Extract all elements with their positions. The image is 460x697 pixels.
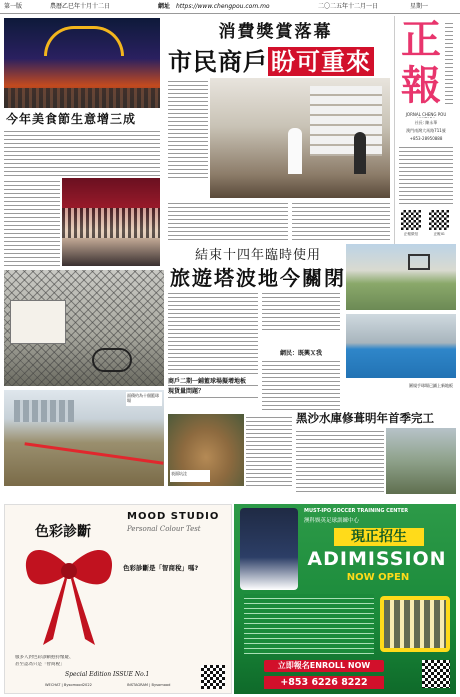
now-open: NOW OPEN [346,572,410,583]
page-label: 第一版 [4,3,23,10]
food-fest-body [4,128,160,176]
masthead-side-text [445,20,453,104]
weekday: 星期一 [410,3,429,10]
lead-headline [168,42,388,74]
shop-photo [210,78,390,198]
masthead-org: 社長: 陳永華 [414,120,438,125]
masthead-info-lines [399,144,453,204]
court-caption: 圓規手球場已鋪上新地板 [408,382,456,404]
masthead-english: JORNAL CHENG POU [405,112,447,117]
enrol-banner-en: ADIMISSION [307,548,447,570]
kids-photo [380,596,450,652]
football-ad-qr-code[interactable] [422,660,450,688]
football-ad[interactable] [234,504,456,694]
tower-subhead-1: 商戶二期一鋪籃球場擬增地板 [168,376,258,384]
lead-headline-part2: 盼可重來 [268,47,374,76]
lead-body-3 [292,200,390,240]
colour-ad-instagram: INSTAGRAM | Bysomood [127,683,171,687]
lead-body-1 [168,78,208,180]
shopper-figure [288,128,302,174]
lead-body-2 [168,200,288,240]
tower-subhead-2: 現貨量問題？ [168,386,258,394]
food-fest-body-2 [4,178,60,268]
distant-buildings [14,400,74,422]
food-fest-headline: 今年美食節生意增三成 [6,112,137,126]
basketball-court-photo [346,244,456,310]
colour-ad-tagline-1: 服多人對色彩診斷抱持懷疑、 [15,655,74,660]
club-name: MUST-IPO SOCCER TRAINING CENTER [304,508,409,514]
tower-body-2 [262,290,340,330]
instagram-qr-code[interactable] [429,210,449,230]
tower-body-4 [246,414,292,486]
warning-tape [24,442,163,464]
water-body-1 [296,428,384,494]
enroll-phone[interactable]: +853 6226 8222 [264,676,384,689]
lead-headline-part1: 市民商戶 [168,47,268,76]
basketball-hoop [408,254,430,270]
handball-court-photo [346,314,456,378]
festival-crowd [4,88,160,108]
tower-subhead-3: 網民：既興Ｘ我 [262,348,340,356]
club-name-cn: 澳科娛英足球訓練中心 [304,518,360,524]
festival-number [66,32,102,46]
wechat-qr-code[interactable] [401,210,421,230]
colour-ad-title: 色彩診斷 [35,524,91,540]
pool-caption: 表面坑洼 [170,470,210,482]
dry-pool-photo [168,414,244,486]
red-bow-icon [21,539,117,649]
notice-board [10,300,66,344]
barren-field-photo [4,390,164,486]
tower-kicker: 結束十四年臨時使用 [194,248,321,263]
studio-name: MOOD STUDIO [127,511,220,522]
colour-ad-tagline-2: 甚至認為只是「智商稅」 [15,662,65,667]
lunar-date: 農曆乙巳年十月十二日 [50,3,111,10]
shop-shelves [310,86,382,156]
masthead-address: 澳門南灣大馬路711號 [406,128,446,133]
shopper-figure-2 [354,132,366,174]
colour-ad-wechat: WECHAT | Bysomood2022 [45,683,92,687]
studio-subtitle: Personal Colour Test [127,525,201,533]
colour-ad-qr-code[interactable] [201,665,225,689]
ig-label: 正報IG [433,232,445,236]
food-festival-photo [4,18,160,108]
reservoir-photo [386,428,456,494]
ceremony-people [62,208,160,238]
colour-test-ad[interactable] [4,504,232,694]
tower-body-3 [262,358,340,410]
site-url[interactable]: https://www.chengpou.com.mo [176,3,270,10]
lead-kicker: 消費獎賞落幕 [218,22,333,42]
football-ad-bullets [244,594,374,654]
issue-date: 二〇二五年十二月一日 [318,3,379,10]
water-headline: 黑沙水庫修葺明年首季完工 [296,411,434,425]
tower-headline: 旅遊塔波地今關閉 [170,266,346,290]
masthead-char-1: 正 [401,16,441,63]
field-caption: 面積約為十個籃球場 [126,392,162,406]
fence-photo [4,270,164,386]
header-bar [0,0,460,14]
url-label: 網址 [158,3,171,10]
wechat-label: 正報微信 [403,232,419,236]
colour-ad-question: 色彩診斷是「智商稅」嗎? [123,564,199,572]
masthead-column [394,16,456,256]
kids-group [384,600,446,648]
masthead-char-2: 報 [401,62,441,109]
enroll-now-button[interactable]: 立即報名ENROLL NOW [264,660,384,672]
masthead-phone: +853-28950888 [409,136,443,141]
ceremony-photo [62,178,160,266]
footballers-photo [240,508,298,590]
enrol-banner-cn: 現正招生 [334,528,424,546]
colour-ad-edition: Special Edition ISSUE No.1 [65,671,150,678]
bicycle [92,348,132,372]
